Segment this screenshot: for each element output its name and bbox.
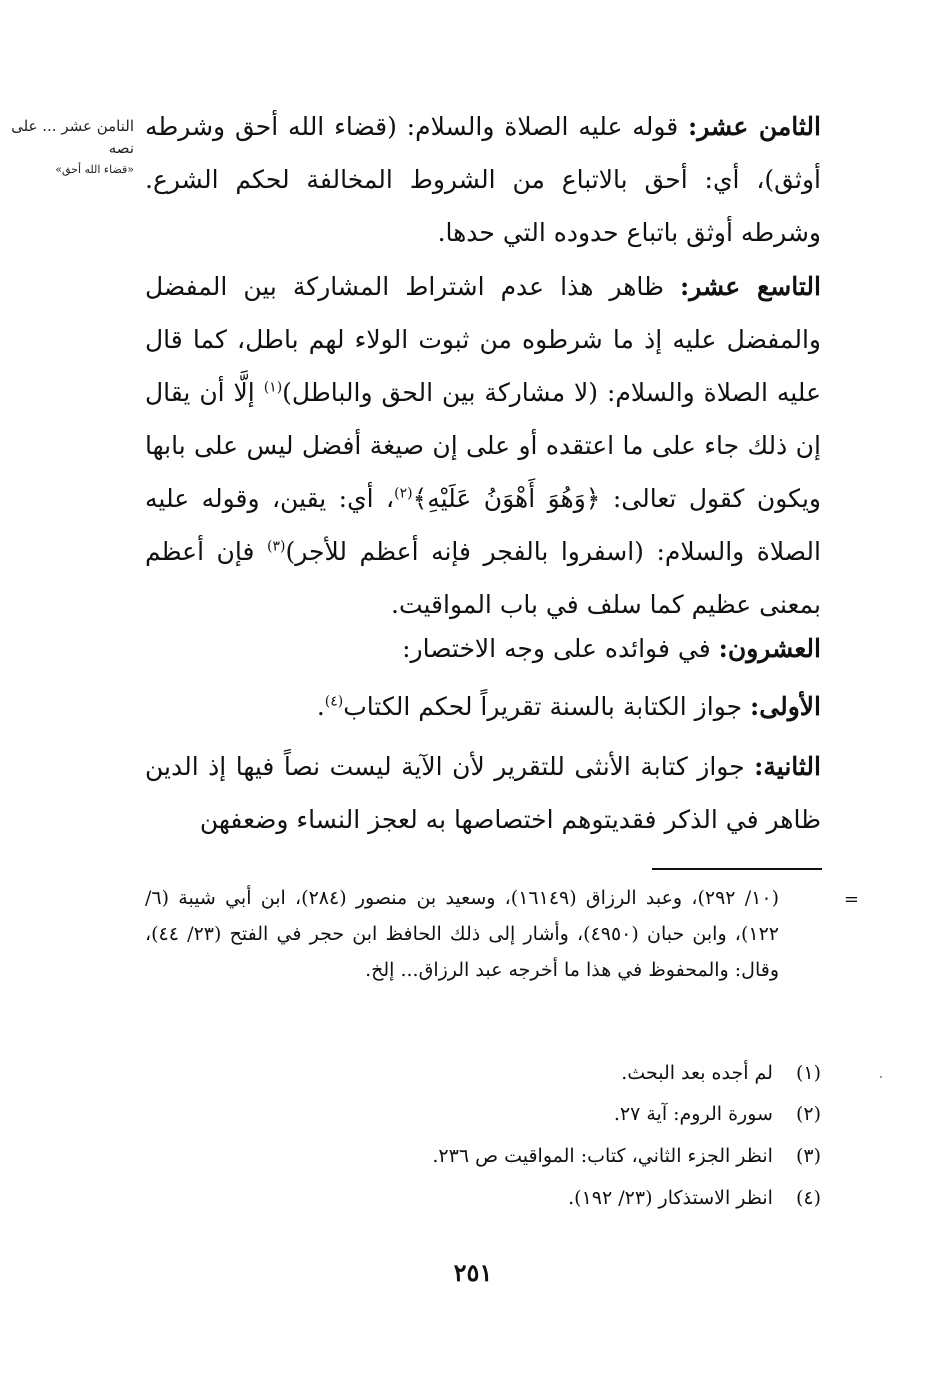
footnote-number: (٢): [795, 1103, 821, 1125]
footnote-item: [621, 1055, 821, 1091]
paragraph-text: ظاهر هذا عدم اشتراط المشاركة بين المفضل والمفضل عليه إذ ما شرطوه من ثبوت الولاء لهم باطل، كما قال عليه الصلاة والسلام: (لا مشاركة بين الحق والباطل): [145, 272, 821, 407]
paragraph-lead: الثانية:: [754, 752, 821, 781]
margin-note: [0, 115, 134, 181]
paragraph-nineteenth: [145, 260, 821, 631]
footnote-text: لم أجده بعد البحث.: [621, 1062, 773, 1084]
paragraph-text: في فوائده على وجه الاختصار:: [402, 634, 711, 663]
paragraph-end: .: [316, 692, 325, 721]
footnote-text: سورة الروم: آية ٢٧.: [613, 1103, 773, 1125]
footnote-item: [568, 1180, 821, 1216]
scan-speck: [880, 1076, 882, 1078]
paragraph-lead: الثامن عشر:: [688, 112, 821, 141]
footnote-number: (٣): [795, 1145, 821, 1167]
footnote-continuation: [145, 880, 859, 988]
footnote-ref[interactable]: (٢): [394, 485, 413, 502]
paragraph-second-benefit: [145, 740, 821, 846]
paragraph-lead: العشرون:: [718, 634, 821, 663]
paragraph-text: جواز كتابة الأنثى للتقرير لأن الآية ليست نصاً فيها إذ الدين ظاهر في الذكر فقديتوهم اختصاصها به لعجز النساء وضعفهن: [145, 752, 821, 834]
footnote-ref[interactable]: (١): [263, 379, 283, 396]
paragraph-text: فإن أعظم بمعنى عظيم كما سلف في باب المواقيت.: [145, 537, 821, 619]
paragraph-first-benefit: [145, 680, 821, 733]
paragraph-text: إلَّا أن يقال إن ذلك جاء على ما اعتقده أو على إن صيغة أفضل ليس على بابها ويكون كقول تعالى: ﴿وَهُوَ أَهْوَنُ عَلَيْهِ﴾: [145, 378, 822, 513]
page-number: ٢٥١: [453, 1258, 493, 1287]
footnote-text: انظر الاستذكار (٢٣/ ١٩٢).: [568, 1187, 773, 1209]
footnote-ref[interactable]: (٤): [324, 693, 344, 710]
footnote-number: (٤): [795, 1187, 821, 1209]
footnote-ref[interactable]: (٣): [267, 538, 286, 555]
paragraph-twentieth: [145, 622, 821, 675]
footnote-item: [432, 1138, 821, 1174]
paragraph-eighteenth: [145, 100, 821, 259]
margin-note-line2: «قضاء الله أحق»: [55, 163, 134, 176]
paragraph-text: جواز الكتابة بالسنة تقريراً لحكم الكتاب: [343, 692, 743, 721]
footnote-text: انظر الجزء الثاني، كتاب: المواقيت ص ٢٣٦.: [432, 1145, 773, 1167]
paragraph-lead: الأولى:: [750, 692, 821, 721]
footnote-item: [614, 1096, 821, 1132]
footnote-number: (١): [795, 1062, 821, 1084]
paragraph-lead: التاسع عشر:: [679, 272, 821, 301]
paragraph-text: ، أي: يقين، وقوله عليه الصلاة والسلام: (اسفروا بالفجر فإنه أعظم للأجر): [145, 484, 821, 566]
margin-note-line1: ﺍﻟﻨﺎﻣﻦ ﻋﺸﺮ ... ﻋﻠﻰ ﻧﺼﻪ: [11, 117, 134, 157]
footnote-continuation-text: (١٠/ ٢٩٢)، وعبد الرزاق (١٦١٤٩)، وسعيد بن منصور (٢٨٤)، ابن أبي شيبة (٦/ ١٢٢)، وابن حبان (٤٩٥٠)، وأشار إلى ذلك الحافظ ابن حجر في الفتح (٢٣/ ٤٤)، وقال: والمحفوظ في هذا ما أخرجه عبد الرزاق... إلخ.: [145, 887, 780, 981]
paragraph-text: قوله عليه الصلاة والسلام: (قضاء الله أحق وشرطه أوثق)، أي: أحق بالاتباع من الشروط المخالفة لحكم الشرع. وشرطه أوثق باتباع حدوده التي حدها.: [145, 112, 821, 247]
footnote-divider: [652, 868, 822, 870]
continuation-mark: =: [843, 889, 859, 910]
